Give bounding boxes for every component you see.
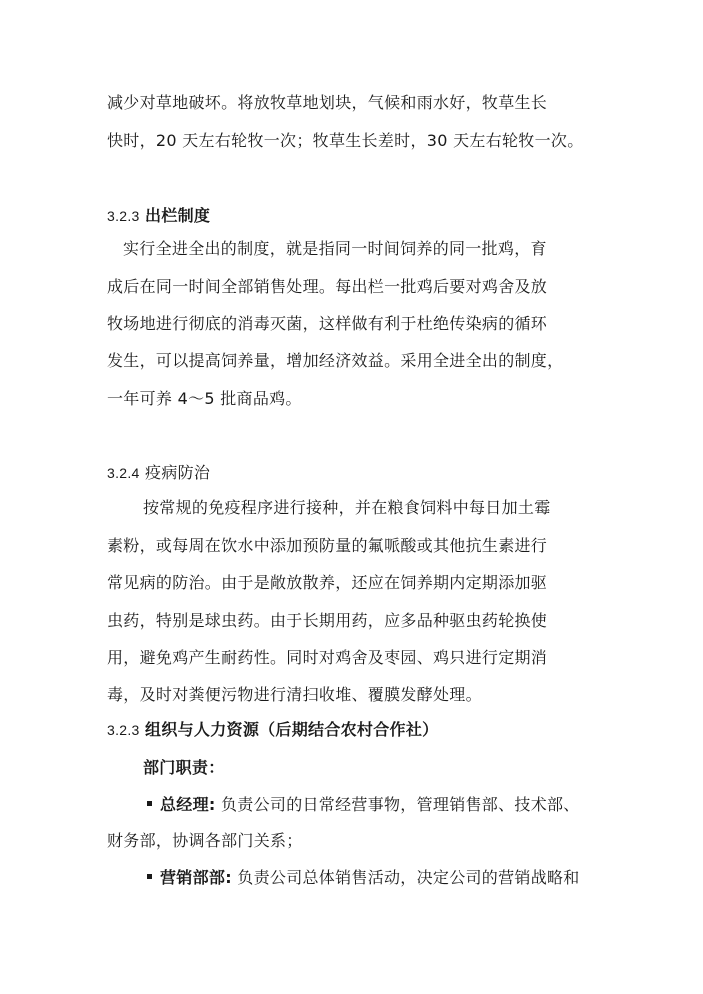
paragraph-line: 财务部，协调各部门关系； bbox=[107, 831, 303, 850]
list-item-text: 负责公司的日常经营事物，管理销售部、技术部、 bbox=[221, 795, 580, 814]
paragraph-line: 快时，20 天左右轮牧一次；牧草生长差时，30 天左右轮牧一次。 bbox=[107, 131, 584, 150]
paragraph-line: 虫药，特别是球虫药。由于长期用药，应多品种驱虫药轮换使 bbox=[107, 611, 548, 630]
paragraph-line: 常见病的防治。由于是敞放散养，还应在饲养期内定期添加驱 bbox=[107, 573, 548, 592]
section-number: 3.2.3 bbox=[107, 722, 140, 738]
bullet-icon bbox=[147, 874, 152, 879]
paragraph-line: 用，避免鸡产生耐药性。同时对鸡舍及枣园、鸡只进行定期消 bbox=[107, 648, 548, 667]
paragraph-line: 按常规的免疫程序进行接种，并在粮食饲料中每日加土霉 bbox=[143, 498, 551, 517]
bullet-icon bbox=[147, 801, 152, 806]
section-title: 组织与人力资源（后期结合农村合作社） bbox=[145, 720, 439, 739]
list-item-label: 总经理: bbox=[160, 795, 216, 814]
paragraph-line: 实行全进全出的制度，就是指同一时间饲养的同一批鸡，育 bbox=[123, 239, 547, 258]
section-title: 出栏制度 bbox=[145, 206, 211, 225]
paragraph-line: 发生，可以提高饲养量，增加经济效益。采用全进全出的制度， bbox=[107, 351, 564, 370]
dept-heading: 部门职责： bbox=[143, 758, 225, 777]
section-heading-yibing bbox=[107, 462, 210, 484]
paragraph-line: 牧场地进行彻底的消毒灭菌，这样做有利于杜绝传染病的循环 bbox=[107, 314, 548, 333]
list-item-label: 营销部部: bbox=[160, 868, 232, 887]
section-heading-zuzhi bbox=[107, 719, 438, 741]
section-heading-chulan bbox=[107, 205, 210, 227]
section-title: 疫病防治 bbox=[145, 463, 211, 482]
paragraph-line: 素粉，或每周在饮水中添加预防量的氟哌酸或其他抗生素进行 bbox=[107, 536, 548, 555]
paragraph-line: 毒，及时对粪便污物进行清扫收堆、覆膜发酵处理。 bbox=[107, 685, 482, 704]
section-number: 3.2.3 bbox=[107, 208, 140, 224]
list-item-sales bbox=[147, 867, 580, 889]
list-item-text: 负责公司总体销售活动，决定公司的营销战略和 bbox=[237, 868, 580, 887]
paragraph-line: 成后在同一时间全部销售处理。每出栏一批鸡后要对鸡舍及放 bbox=[107, 277, 548, 296]
section-number: 3.2.4 bbox=[107, 465, 140, 481]
list-item-gm bbox=[147, 794, 580, 816]
paragraph-line: 一年可养 4～5 批商品鸡。 bbox=[107, 389, 302, 408]
paragraph-line: 减少对草地破坏。将放牧草地划块，气候和雨水好，牧草生长 bbox=[107, 93, 548, 112]
